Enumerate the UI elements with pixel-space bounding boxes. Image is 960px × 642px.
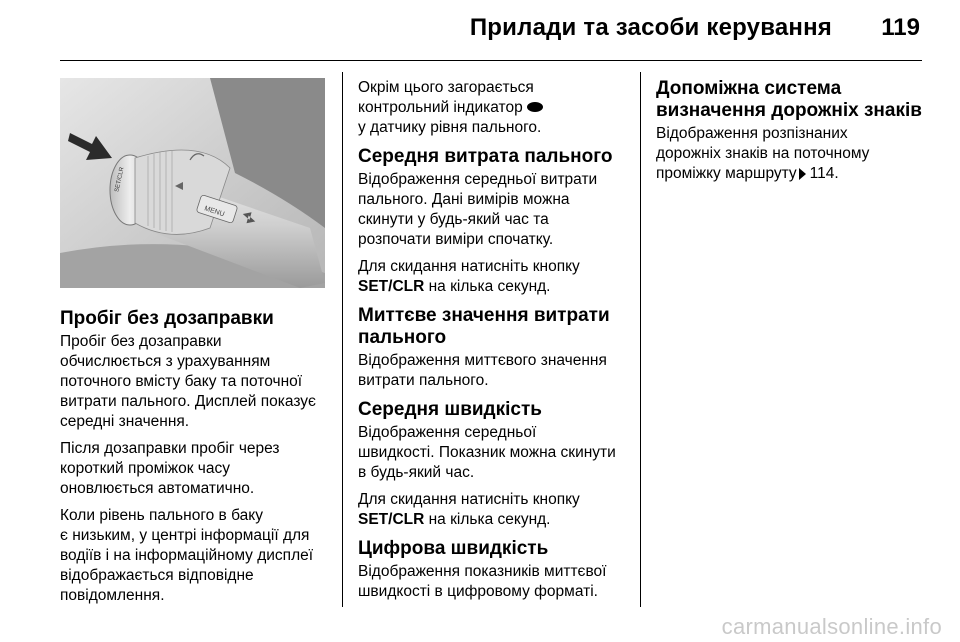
menu-key-label: MENU (203, 205, 226, 219)
paragraph-average-consumption: Відображення середньої витрати пального. Дані вимірів можна скинути у будь-який час та розпочати виміри спочатку. (358, 171, 598, 248)
paragraph-range-update: Після дозаправки пробіг через короткий проміжок часу оновлюється автоматично. (60, 440, 280, 497)
heading-digital-speed: Цифрова швидкість (358, 538, 549, 559)
set-clr-key-label: SET/CLR (114, 166, 126, 193)
heading-instant-consumption: Миттєве значення витрати пального (358, 305, 610, 348)
header-rule (60, 60, 922, 61)
paragraph-reset-consumption: Для скидання натисніть кнопку SET/CLR на кілька секунд. (358, 258, 580, 295)
paragraph-indicator: Окрім цього загорається контрольний індикатор у датчику рівня пального. (358, 79, 542, 136)
column-3 (656, 78, 926, 191)
fuel-indicator-icon (527, 102, 543, 112)
column-2 (358, 78, 630, 609)
paragraph-low-fuel: Коли рівень пального в баку є низьким, у центрі інформації для водіїв і на інформаційному дисплеї відображається відповідне повідомлення. (60, 507, 314, 604)
column-divider-2 (640, 72, 641, 607)
paragraph-digital-speed: Відображення показників миттєвої швидкості в цифровому форматі. (358, 563, 607, 600)
heading-average-speed: Середня швидкість (358, 399, 542, 420)
column-1 (60, 78, 328, 613)
stalk-illustration (60, 78, 325, 288)
heading-range: Пробіг без дозаправки (60, 308, 274, 329)
set-clr-button-label: SET/CLR (358, 278, 425, 295)
paragraph-instant-consumption: Відображення миттєвого значення витрати пального. (358, 352, 607, 389)
paragraph-range-description: Пробіг без дозаправки обчислюється з урахуванням поточного вмісту баку та поточної витрати пального. Дисплей показує середні значення. (60, 333, 316, 430)
wiper-stalk-image (60, 78, 325, 288)
set-clr-button-label: SET/CLR (358, 511, 425, 528)
heading-average-consumption: Середня витрата пального (358, 146, 613, 167)
paragraph-traffic-sign-assistant: Відображення розпізнаних дорожніх знаків на поточному проміжку маршруту 114. (656, 125, 870, 182)
paragraph-average-speed: Відображення середньої швидкості. Показник можна скинути в будь-який час. (358, 424, 616, 481)
paragraph-reset-speed: Для скидання натисніть кнопку SET/CLR на кілька секунд. (358, 491, 580, 528)
page-reference-link[interactable]: 114. (809, 165, 839, 182)
page-number: 119 (881, 14, 920, 41)
heading-traffic-sign-assistant: Допоміжна система визначення дорожніх знаків (656, 78, 922, 121)
column-divider-1 (342, 72, 343, 607)
page-title: Прилади та засоби керування (469, 14, 832, 41)
page-reference-arrow-icon (799, 168, 806, 180)
watermark: carmanualsonline.info (721, 614, 942, 639)
